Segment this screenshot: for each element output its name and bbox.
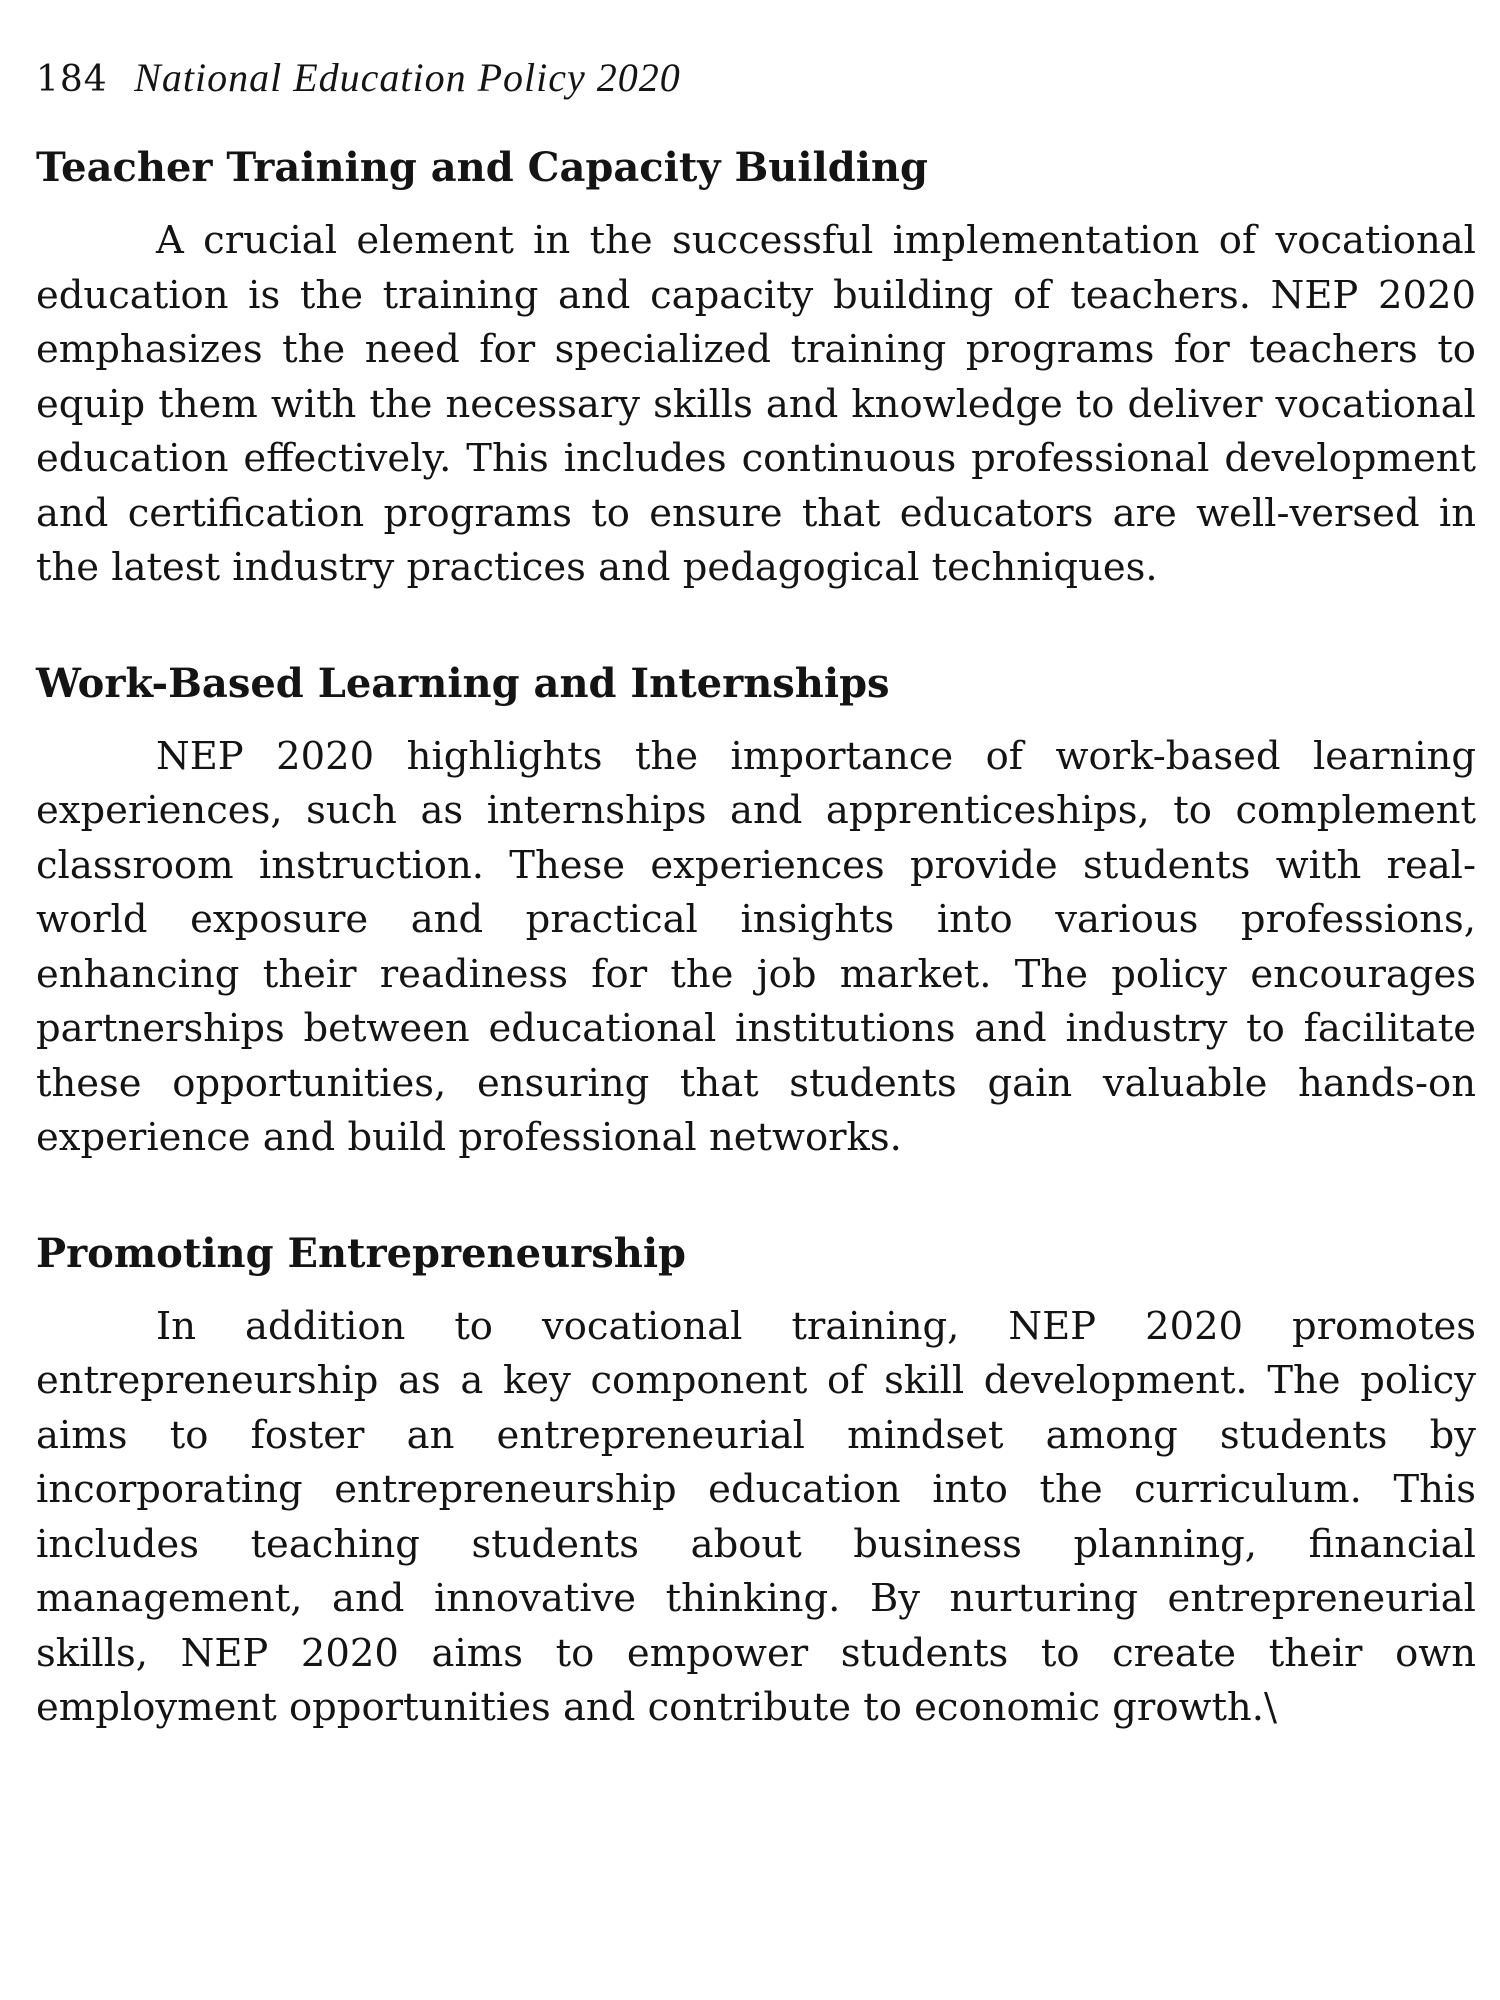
section-teacher-training [36,140,1476,596]
section-heading: Work-Based Learning and Internships [36,659,890,707]
section-heading: Promoting Entrepreneurship [36,1229,686,1277]
section-heading: Teacher Training and Capacity Building [36,144,928,191]
book-page [36,52,1476,1796]
section-work-based-learning [36,656,1476,1166]
book-title: National Education Policy 2020 [134,55,681,100]
section-paragraph: A crucial element in the successful implementation of vocational education is the training and capacity building of teachers. NEP 2020 emphasizes the need for specialized training programs for teachers to equip them with the necessary skills and knowledge to deliver vocational education effectively. This includes continuous professional development and certification programs to ensure that educators are well-versed in the latest industry practices and pedagogical techniques. [36,218,1476,590]
section-paragraph: NEP 2020 highlights the importance of work-based learning experiences, such as internships and apprenticeships, to complement classroom instruction. These experiences provide students with real-world exposure and practical insights into various professions, enhancing their readiness for the job market. The policy encourages partnerships between educational institutions and industry to facilitate these opportunities, ensuring that students gain valuable hands-on experience and build professional networks. [36,733,1476,1160]
section-paragraph: In addition to vocational training, NEP 2020 promotes entrepreneurship as a key component of skill development. The policy aims to foster an entrepreneurial mindset among students by incorporating entrepreneurship education into the curriculum. This includes teaching students about business planning, financial management, and innovative thinking. By nurturing entrepreneurial skills, NEP 2020 aims to empower students to create their own employment opportunities and contribute to economic growth.\ [36,1303,1476,1730]
running-header [36,52,1476,106]
page-number: 184 [36,59,108,100]
section-entrepreneurship [36,1226,1476,1736]
